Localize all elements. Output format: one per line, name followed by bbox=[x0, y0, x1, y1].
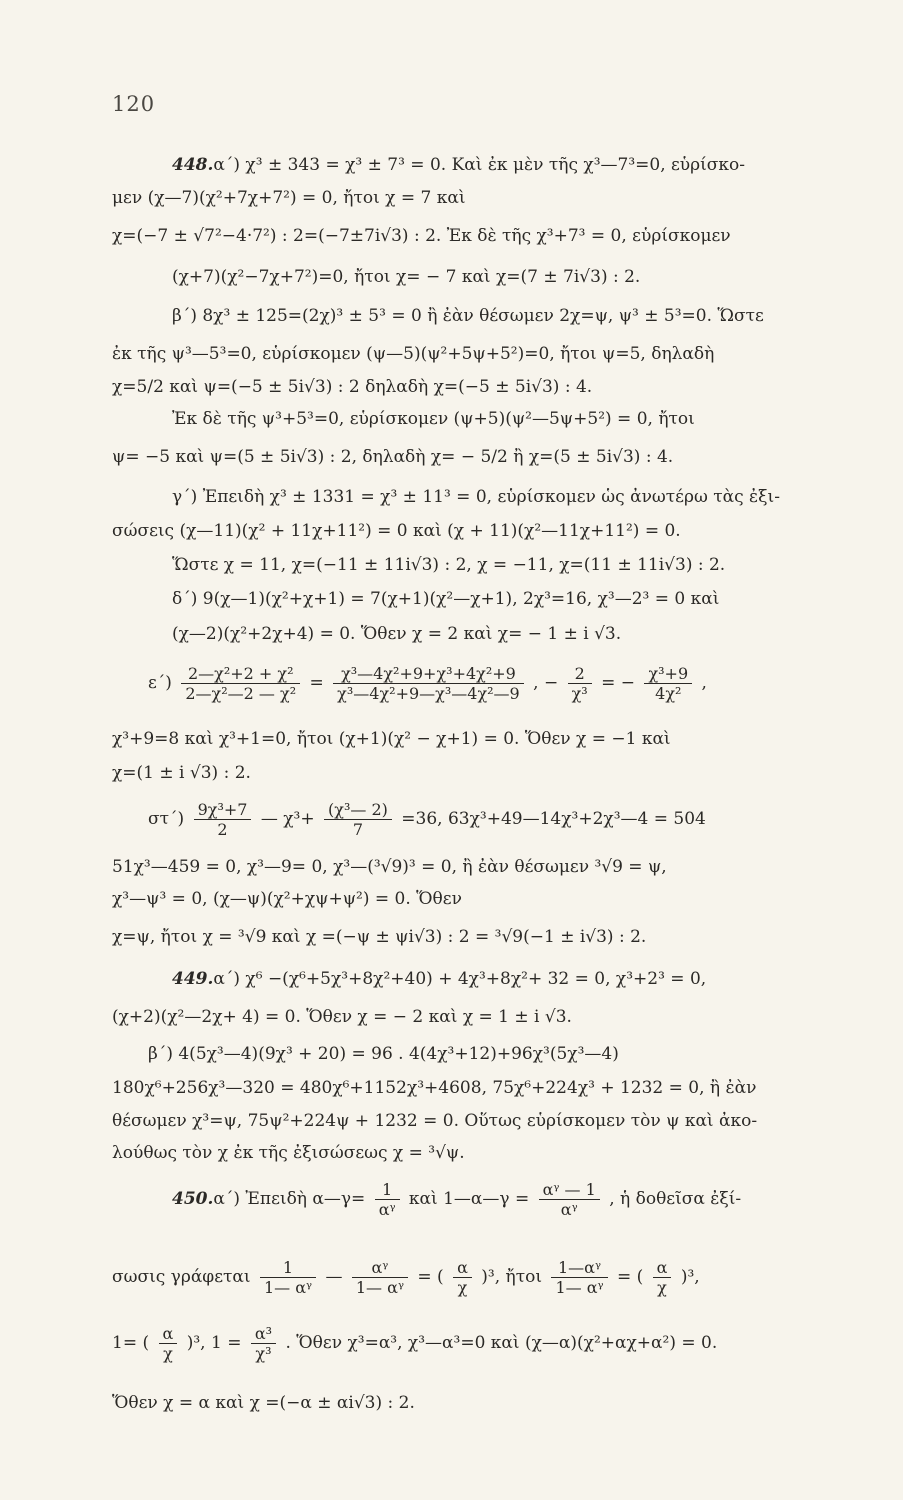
text-line bbox=[112, 856, 903, 878]
line-text: σώσεις (χ—11)(χ² + 11χ+11²) = 0 καὶ (χ + 11)(χ²—11χ+11²) = 0. bbox=[112, 521, 681, 541]
numerator: α³ bbox=[251, 1324, 276, 1344]
numerator: αᵞ — 1 bbox=[539, 1180, 600, 1200]
denominator: 1— αᵞ bbox=[355, 1278, 404, 1297]
equation-line bbox=[112, 1324, 903, 1363]
line-text: 51χ³—459 = 0, χ³—9= 0, χ³—(³√9)³ = 0, ἢ ἐὰν θέσωμεν ³√9 = ψ, bbox=[112, 857, 667, 877]
numerator: 9χ³+7 bbox=[194, 800, 252, 820]
fraction bbox=[333, 664, 524, 703]
operator: )³, 1 = bbox=[186, 1333, 242, 1353]
operator: = − bbox=[601, 673, 636, 693]
line-text: χ=ψ, ἤτοι χ = ³√9 καὶ χ =(−ψ ± ψi√3) : 2 = ³√9(−1 ± i√3) : 2. bbox=[112, 927, 647, 947]
text-line bbox=[172, 486, 903, 508]
line-text: Ὥστε χ = 11, χ=(−11 ± 11i√3) : 2, χ = −11, χ=(11 ± 11i√3) : 2. bbox=[172, 555, 726, 575]
text-line bbox=[112, 1392, 903, 1414]
text-line bbox=[112, 187, 903, 209]
operator: = bbox=[309, 673, 324, 693]
numerator: α bbox=[159, 1324, 178, 1344]
denominator: 2—χ²—2 — χ² bbox=[185, 684, 297, 703]
numerator: αᵞ bbox=[352, 1258, 408, 1278]
fraction bbox=[260, 1258, 316, 1297]
numerator: 2—χ²+2 + χ² bbox=[181, 664, 300, 684]
problem-number: 449. bbox=[172, 969, 214, 989]
line-text: Ἐκ δὲ τῆς ψ³+5³=0, εὑρίσκομεν (ψ+5)(ψ²—5ψ+5²) = 0, ἤτοι bbox=[172, 409, 695, 429]
line-text: λούθως τὸν χ ἐκ τῆς ἐξισώσεως χ = ³√ψ. bbox=[112, 1143, 465, 1163]
part-label: στ΄) bbox=[148, 809, 185, 829]
text-line bbox=[112, 1077, 903, 1099]
line-text: σωσις γράφεται bbox=[112, 1267, 251, 1287]
numerator: (χ³— 2) bbox=[324, 800, 392, 820]
numerator: 1 bbox=[260, 1258, 316, 1278]
page-number: 120 bbox=[112, 92, 156, 116]
line-text: Ὅθεν χ = α καὶ χ =(−α ± αi√3) : 2. bbox=[112, 1393, 415, 1413]
equation-tail: =36, 63χ³+49—14χ³+2χ³—4 = 504 bbox=[401, 809, 706, 829]
fraction bbox=[352, 1258, 408, 1297]
line-text: β΄) 8χ³ ± 125=(2χ)³ ± 5³ = 0 ἢ ἐὰν θέσωμεν 2χ=ψ, ψ³ ± 5³=0. Ὥστε bbox=[172, 306, 764, 326]
fraction bbox=[194, 800, 252, 839]
operator: , − bbox=[533, 673, 559, 693]
line-text: . Ὅθεν χ³=α³, χ³—α³=0 καὶ (χ—α)(χ²+αχ+α²) = 0. bbox=[285, 1333, 718, 1353]
text-line bbox=[112, 1110, 903, 1132]
text-line bbox=[172, 154, 902, 176]
line-text: (χ+7)(χ²−7χ+7²)=0, ἤτοι χ= − 7 καὶ χ=(7 ± 7i√3) : 2. bbox=[172, 267, 641, 287]
fraction bbox=[551, 1258, 607, 1297]
denominator: χ bbox=[163, 1344, 173, 1363]
line-text: δ΄) 9(χ—1)(χ²+χ+1) = 7(χ+1)(χ²—χ+1), 2χ³=16, χ³—2³ = 0 καὶ bbox=[172, 589, 720, 609]
numerator: 1—αᵞ bbox=[551, 1258, 607, 1278]
text-line bbox=[172, 968, 903, 990]
denominator: 1— αᵞ bbox=[263, 1278, 313, 1297]
text-line bbox=[112, 520, 903, 542]
text-line bbox=[112, 446, 903, 468]
problem-number: 450. bbox=[172, 1189, 214, 1209]
denominator: 7 bbox=[352, 820, 364, 839]
line-text: α΄) χ³ ± 343 = χ³ ± 7³ = 0. Καὶ ἐκ μὲν τῆς χ³—7³=0, εὑρίσκο- bbox=[213, 155, 746, 175]
punctuation: , bbox=[701, 673, 707, 693]
denominator: 1— αᵞ bbox=[555, 1278, 604, 1297]
equation-line bbox=[148, 800, 903, 839]
numerator: χ³—4χ²+9+χ³+4χ²+9 bbox=[333, 664, 524, 684]
denominator: χ³ bbox=[255, 1344, 272, 1363]
text-line bbox=[148, 1043, 903, 1065]
text-line bbox=[112, 888, 903, 910]
line-text: α΄) Ἐπειδὴ α—γ= bbox=[213, 1189, 366, 1209]
numerator: 1 bbox=[375, 1180, 400, 1200]
operator: καὶ 1—α—γ = bbox=[408, 1189, 530, 1209]
fraction bbox=[181, 664, 300, 703]
line-text: (χ—2)(χ²+2χ+4) = 0. Ὅθεν χ = 2 καὶ χ= − 1 ± i √3. bbox=[172, 624, 622, 644]
line-text: 180χ⁶+256χ³—320 = 480χ⁶+1152χ³+4608, 75χ⁶+224χ³ + 1232 = 0, ἢ ἐὰν bbox=[112, 1078, 757, 1098]
line-text: α΄) χ⁶ −(χ⁶+5χ³+8χ²+40) + 4χ³+8χ²+ 32 = 0, χ³+2³ = 0, bbox=[213, 969, 707, 989]
text-line bbox=[172, 408, 903, 430]
denominator: αᵞ bbox=[560, 1200, 578, 1219]
fraction bbox=[453, 1258, 472, 1297]
line-text: χ=5/2 καὶ ψ=(−5 ± 5i√3) : 2 δηλαδὴ χ=(−5 ± 5i√3) : 4. bbox=[112, 377, 593, 397]
line-text: 1= ( bbox=[112, 1333, 150, 1353]
fraction bbox=[539, 1180, 600, 1219]
line-text: ψ= −5 καὶ ψ=(5 ± 5i√3) : 2, δηλαδὴ χ= − 5/2 ἢ χ=(5 ± 5i√3) : 4. bbox=[112, 447, 674, 467]
text-line bbox=[112, 1006, 903, 1028]
numerator: χ³+9 bbox=[644, 664, 692, 684]
line-text: χ=(−7 ± √7²−4·7²) : 2=(−7±7i√3) : 2. Ἐκ δὲ τῆς χ³+7³ = 0, εὑρίσκομεν bbox=[112, 226, 731, 246]
text-line bbox=[112, 343, 903, 365]
line-text: χ=(1 ± i √3) : 2. bbox=[112, 763, 251, 783]
denominator: χ bbox=[457, 1278, 468, 1297]
line-text: β΄) 4(5χ³—4)(9χ³ + 20) = 96 . 4(4χ³+12)+96χ³(5χ³—4) bbox=[148, 1044, 619, 1064]
text-line bbox=[112, 926, 903, 948]
text-line bbox=[172, 588, 903, 610]
numerator: α bbox=[653, 1258, 672, 1278]
equation-line bbox=[112, 1258, 903, 1297]
fraction bbox=[568, 664, 592, 703]
text-line bbox=[112, 762, 903, 784]
fraction bbox=[375, 1180, 400, 1219]
line-text: χ³—ψ³ = 0, (χ—ψ)(χ²+χψ+ψ²) = 0. Ὅθεν bbox=[112, 889, 462, 909]
text-line bbox=[112, 728, 903, 750]
equation-line bbox=[148, 664, 903, 703]
denominator: χ bbox=[657, 1278, 667, 1297]
text-line bbox=[112, 376, 903, 398]
numerator: α bbox=[453, 1258, 472, 1278]
equation-line bbox=[172, 1180, 903, 1219]
line-text: , ἡ δοθεῖσα ἐξί- bbox=[609, 1189, 742, 1209]
line-text: (χ+2)(χ²—2χ+ 4) = 0. Ὅθεν χ = − 2 καὶ χ = 1 ± i √3. bbox=[112, 1007, 572, 1027]
line-text: χ³+9=8 καὶ χ³+1=0, ἤτοι (χ+1)(χ² − χ+1) = 0. Ὅθεν χ = −1 καὶ bbox=[112, 729, 671, 749]
denominator: αᵞ bbox=[378, 1200, 396, 1219]
text-line bbox=[172, 554, 903, 576]
fraction bbox=[644, 664, 692, 703]
denominator: χ³ bbox=[571, 684, 588, 703]
text-line bbox=[172, 266, 903, 288]
operator: — bbox=[325, 1267, 343, 1287]
line-text: ἐκ τῆς ψ³—5³=0, εὑρίσκομεν (ψ—5)(ψ²+5ψ+5²)=0, ἤτοι ψ=5, δηλαδὴ bbox=[112, 344, 715, 364]
text-line bbox=[172, 623, 903, 645]
operator: — χ³+ bbox=[260, 809, 315, 829]
text-line bbox=[112, 1142, 903, 1164]
operator: = ( bbox=[616, 1267, 644, 1287]
denominator: 2 bbox=[217, 820, 228, 839]
line-text: μεν (χ—7)(χ²+7χ+7²) = 0, ἤτοι χ = 7 καὶ bbox=[112, 188, 466, 208]
denominator: 4χ² bbox=[655, 684, 682, 703]
line-text: γ΄) Ἐπειδὴ χ³ ± 1331 = χ³ ± 11³ = 0, εὑρίσκομεν ὡς ἀνωτέρω τὰς ἐξι- bbox=[172, 487, 780, 507]
line-text: θέσωμεν χ³=ψ, 75ψ²+224ψ + 1232 = 0. Οὕτως εὑρίσκομεν τὸν ψ καὶ ἀκο- bbox=[112, 1111, 758, 1131]
operator: = ( bbox=[417, 1267, 444, 1287]
text-line bbox=[112, 225, 903, 247]
operator: )³, ἤτοι bbox=[481, 1267, 543, 1287]
fraction bbox=[653, 1258, 672, 1297]
fraction bbox=[251, 1324, 276, 1363]
punctuation: )³, bbox=[680, 1267, 700, 1287]
fraction bbox=[159, 1324, 178, 1363]
text-line bbox=[172, 305, 902, 327]
fraction bbox=[324, 800, 392, 839]
denominator: χ³—4χ²+9—χ³—4χ²—9 bbox=[337, 684, 520, 703]
problem-number: 448. bbox=[172, 155, 214, 175]
part-label: ε΄) bbox=[148, 673, 172, 693]
numerator: 2 bbox=[568, 664, 592, 684]
